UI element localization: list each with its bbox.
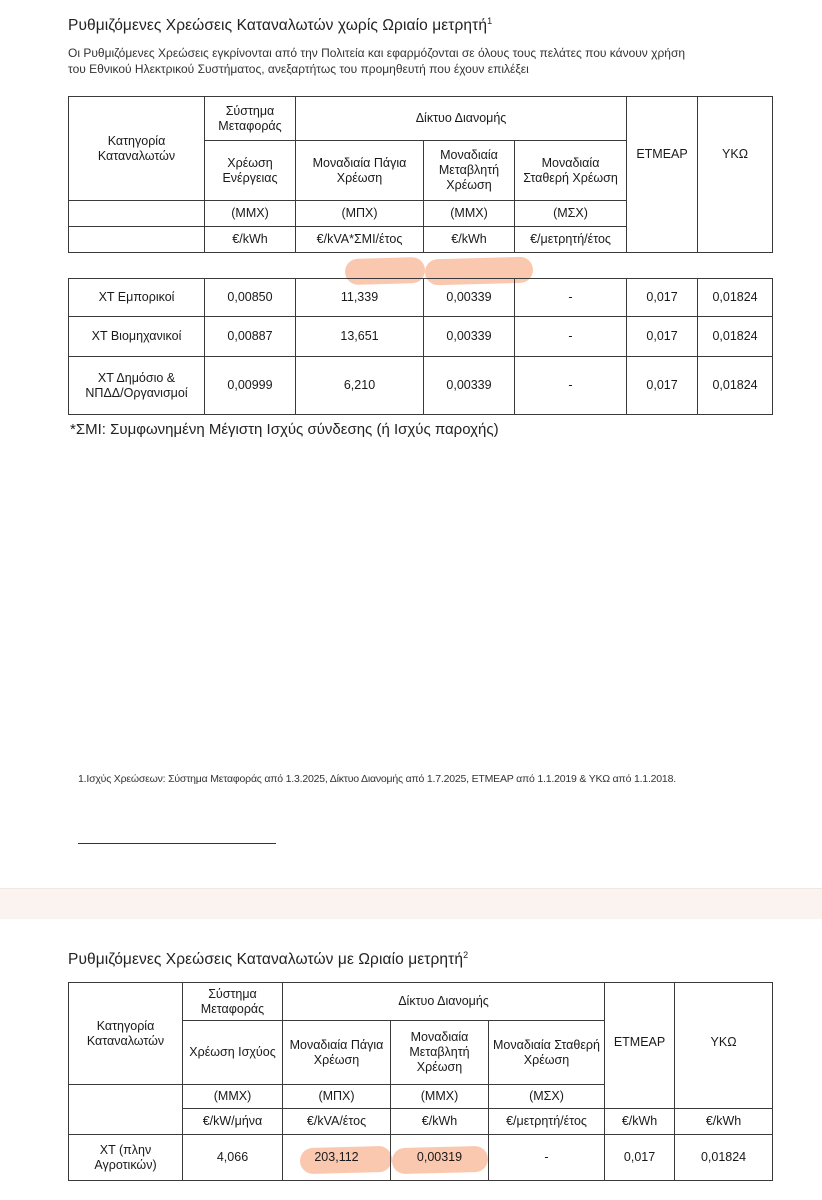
table-row xyxy=(69,1135,773,1181)
empty-cell xyxy=(69,201,205,227)
row-stable: - xyxy=(489,1135,605,1181)
row-yko: 0,01824 xyxy=(698,279,773,317)
code-variable: (ΜΜΧ) xyxy=(424,201,515,227)
subtitle-line-1: Οι Ρυθμιζόμενες Χρεώσεις εγκρίνονται από την Πολιτεία και εφαρμόζονται σε όλους τους πελάτες που κάνουν χρήση xyxy=(68,46,686,60)
row-etmear: 0,017 xyxy=(627,317,698,357)
unit-variable: €/kWh xyxy=(391,1109,489,1135)
code-variable: (ΜΜΧ) xyxy=(391,1085,489,1109)
row-power: 4,066 xyxy=(183,1135,283,1181)
row-variable: 0,00339 xyxy=(424,357,515,415)
section1-subtitle xyxy=(68,45,788,77)
code-fixed: (ΜΠΧ) xyxy=(283,1085,391,1109)
footnote: 1.Ισχύς Χρεώσεων: Σύστημα Μεταφοράς από 1.3.2025, Δίκτυο Διανομής από 1.7.2025, ΕΤΜΕΑΡ από 1.1.2019 & ΥΚΩ από 1.1.2018. xyxy=(78,773,676,785)
section1-title: Ρυθμιζόμενες Χρεώσεις Καταναλωτών χωρίς Ωριαίο μετρητή$^1$ xyxy=(68,16,493,35)
row-etmear: 0,017 xyxy=(627,279,698,317)
footnote-rule xyxy=(78,843,276,844)
unit-fixed: €/kVA/έτος xyxy=(283,1109,391,1135)
row-energy: 0,00850 xyxy=(205,279,296,317)
unit-fixed: €/kVA*ΣΜΙ/έτος xyxy=(296,227,424,253)
row-yko: 0,01824 xyxy=(698,317,773,357)
header-variable-charge: Μοναδιαία Μεταβλητή Χρέωση xyxy=(391,1021,489,1085)
unit-etmear: €/kWh xyxy=(605,1109,675,1135)
header-fixed-charge: Μοναδιαία Πάγια Χρέωση xyxy=(283,1021,391,1085)
row-fixed: 203,112 xyxy=(283,1135,391,1181)
header-stable-charge: Μοναδιαία Σταθερή Χρέωση xyxy=(489,1021,605,1085)
subtitle-line-2: του Εθνικού Ηλεκτρικού Συστήματος, ανεξαρτήτως του προμηθευτή που έχουν επιλέξει xyxy=(68,62,529,76)
row-etmear: 0,017 xyxy=(627,357,698,415)
header-variable-charge: Μοναδιαία Μεταβλητή Χρέωση xyxy=(424,141,515,201)
code-energy: (ΜΜΧ) xyxy=(205,201,296,227)
row-category: ΧΤ Δημόσιο & ΝΠΔΔ/Οργανισμοί xyxy=(69,357,205,415)
row-stable: - xyxy=(515,357,627,415)
row-fixed: 6,210 xyxy=(296,357,424,415)
header-etmear: ΕΤΜΕΑΡ xyxy=(627,97,698,253)
row-category: ΧΤ (πλην Αγροτικών) xyxy=(69,1135,183,1181)
unit-stable: €/μετρητή/έτος xyxy=(489,1109,605,1135)
unit-power: €/kW/μήνα xyxy=(183,1109,283,1135)
tariff-table-no-hourly-meter xyxy=(68,96,773,415)
row-yko: 0,01824 xyxy=(698,357,773,415)
header-yko: ΥΚΩ xyxy=(675,983,773,1109)
section2-title: Ρυθμιζόμενες Χρεώσεις Καταναλωτών με Ωριαίο μετρητή$^2$ xyxy=(68,950,469,969)
unit-variable: €/kWh xyxy=(424,227,515,253)
code-stable: (ΜΣΧ) xyxy=(515,201,627,227)
header-yko: ΥΚΩ xyxy=(698,97,773,253)
unit-stable: €/μετρητή/έτος xyxy=(515,227,627,253)
header-distribution: Δίκτυο Διανομής xyxy=(296,97,627,141)
row-stable: - xyxy=(515,317,627,357)
header-stable-charge: Μοναδιαία Σταθερή Χρέωση xyxy=(515,141,627,201)
row-category: ΧΤ Εμπορικοί xyxy=(69,279,205,317)
header-fixed-charge: Μοναδιαία Πάγια Χρέωση xyxy=(296,141,424,201)
row-category: ΧΤ Βιομηχανικοί xyxy=(69,317,205,357)
table-row xyxy=(69,357,773,415)
header-category: Κατηγορία Καταναλωτών xyxy=(69,983,183,1085)
row-variable: 0,00339 xyxy=(424,279,515,317)
page-separator xyxy=(0,888,822,919)
header-etmear: ΕΤΜΕΑΡ xyxy=(605,983,675,1109)
row-fixed: 13,651 xyxy=(296,317,424,357)
header-category: Κατηγορία Καταναλωτών xyxy=(69,97,205,201)
header-power-charge: Χρέωση Ισχύος xyxy=(183,1021,283,1085)
unit-energy: €/kWh xyxy=(205,227,296,253)
tariff-table-hourly-meter xyxy=(68,982,773,1181)
row-fixed: 11,339 xyxy=(296,279,424,317)
row-energy: 0,00887 xyxy=(205,317,296,357)
smi-note: *ΣΜΙ: Συμφωνημένη Μέγιστη Ισχύς σύνδεσης (ή Ισχύς παροχής) xyxy=(70,421,499,438)
row-variable: 0,00339 xyxy=(424,317,515,357)
row-variable: 0,00319 xyxy=(391,1135,489,1181)
empty-cell xyxy=(69,227,205,253)
row-stable: - xyxy=(515,279,627,317)
row-yko: 0,01824 xyxy=(675,1135,773,1181)
unit-yko: €/kWh xyxy=(675,1109,773,1135)
code-fixed: (ΜΠΧ) xyxy=(296,201,424,227)
code-power: (ΜΜΧ) xyxy=(183,1085,283,1109)
header-distribution: Δίκτυο Διανομής xyxy=(283,983,605,1021)
empty-cell xyxy=(69,1085,183,1135)
row-etmear: 0,017 xyxy=(605,1135,675,1181)
table-row xyxy=(69,279,773,317)
row-energy: 0,00999 xyxy=(205,357,296,415)
code-stable: (ΜΣΧ) xyxy=(489,1085,605,1109)
header-transmission: Σύστημα Μεταφοράς xyxy=(183,983,283,1021)
table-row xyxy=(69,317,773,357)
header-energy-charge: Χρέωση Ενέργειας xyxy=(205,141,296,201)
header-transmission: Σύστημα Μεταφοράς xyxy=(205,97,296,141)
